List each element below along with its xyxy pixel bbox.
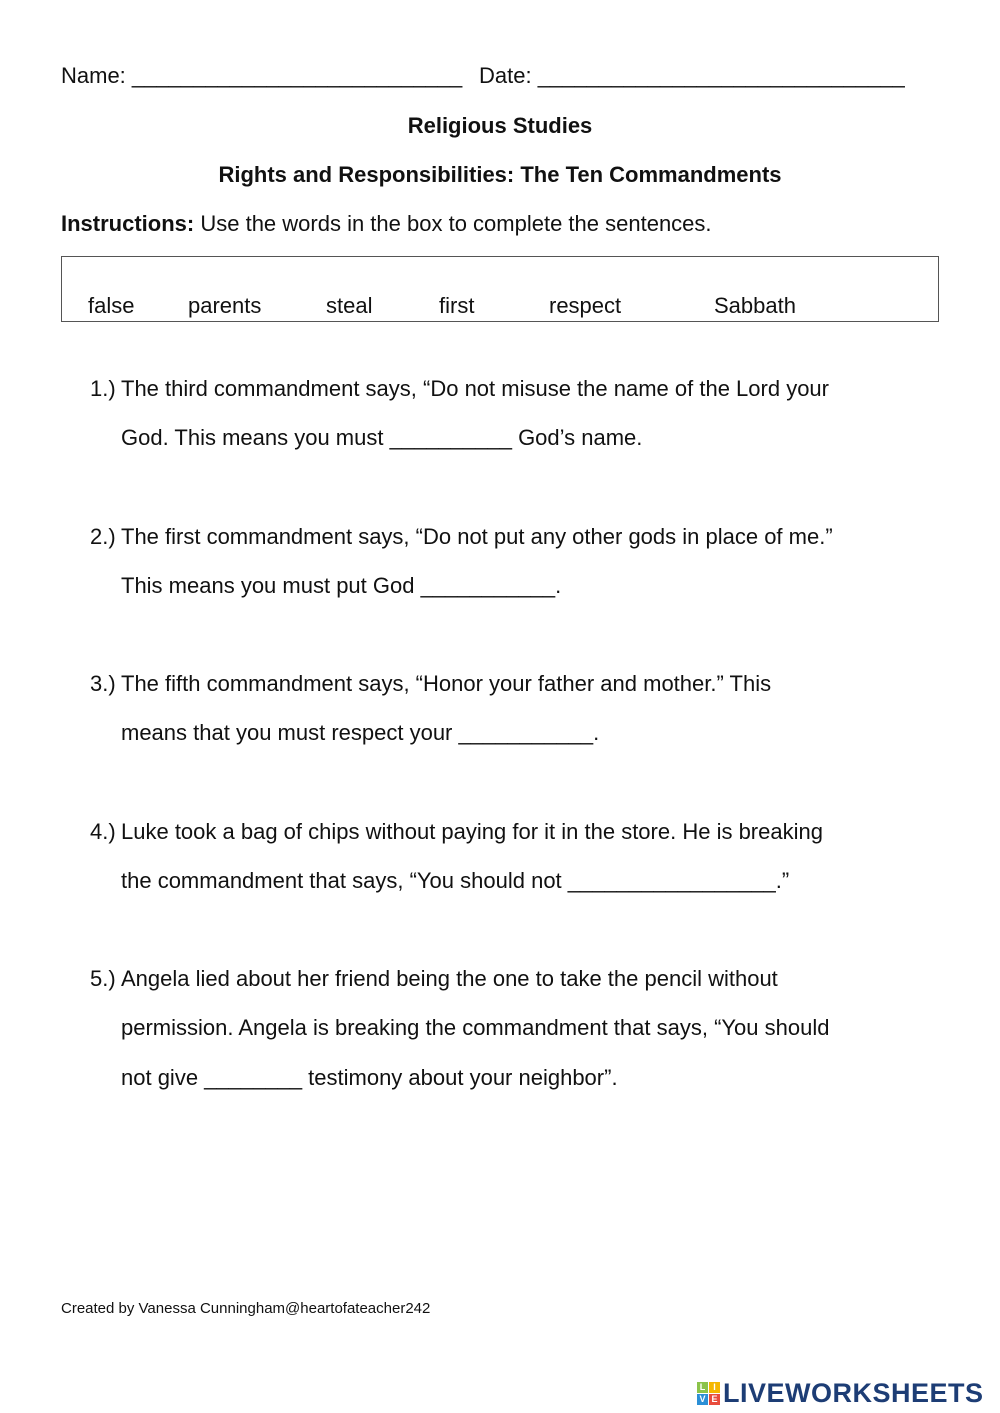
question-number: 3.) bbox=[90, 671, 116, 696]
badge-letter: V bbox=[697, 1394, 708, 1405]
word-bank-item: Sabbath bbox=[714, 293, 796, 318]
badge-letter: I bbox=[709, 1382, 720, 1393]
badge-letter: L bbox=[697, 1382, 708, 1393]
instructions-label: Instructions: bbox=[61, 211, 195, 236]
badge-letter: E bbox=[709, 1394, 720, 1405]
question-line: Angela lied about her friend being the one to take the pencil without bbox=[121, 966, 778, 991]
question-line[interactable]: God. This means you must __________ God’s name. bbox=[121, 425, 643, 450]
word-bank-item: steal bbox=[326, 293, 373, 318]
instructions-text: Use the words in the box to complete the sentences. bbox=[194, 211, 712, 236]
question-line: The third commandment says, “Do not misuse the name of the Lord your bbox=[121, 376, 829, 401]
question-line: Luke took a bag of chips without paying for it in the store. He is breaking bbox=[121, 819, 823, 844]
question-number: 2.) bbox=[90, 524, 116, 549]
question-line[interactable]: means that you must respect your ___________. bbox=[121, 720, 600, 745]
logo-text: LIVEWORKSHEETS bbox=[723, 1378, 984, 1408]
question-number: 5.) bbox=[90, 966, 116, 991]
question-line: The fifth commandment says, “Honor your father and mother.” This bbox=[121, 671, 772, 696]
live-badge-icon bbox=[697, 1382, 720, 1405]
question-line[interactable]: the commandment that says, “You should not _________________.” bbox=[121, 868, 790, 893]
worksheet-title: Rights and Responsibilities: The Ten Commandments bbox=[218, 162, 782, 187]
word-bank-item: respect bbox=[549, 293, 622, 318]
author-credit: Created by Vanessa Cunningham@heartofateacher242 bbox=[61, 1300, 431, 1317]
word-bank-box bbox=[61, 256, 939, 322]
word-bank-item: first bbox=[439, 293, 475, 318]
liveworksheets-logo bbox=[697, 1378, 984, 1409]
question-number: 1.) bbox=[90, 376, 116, 401]
question-line[interactable]: not give ________ testimony about your neighbor”. bbox=[121, 1065, 618, 1090]
subject-heading: Religious Studies bbox=[407, 113, 593, 138]
question-line[interactable]: This means you must put God ___________. bbox=[121, 573, 562, 598]
instructions bbox=[61, 211, 712, 237]
word-bank-item: false bbox=[88, 293, 135, 318]
question-line: permission. Angela is breaking the commandment that says, “You should bbox=[121, 1015, 830, 1040]
question-line: The first commandment says, “Do not put any other gods in place of me.” bbox=[121, 524, 833, 549]
name-field[interactable]: Name: ___________________________ bbox=[61, 63, 463, 88]
word-bank-item: parents bbox=[188, 293, 262, 318]
question-number: 4.) bbox=[90, 819, 116, 844]
date-field[interactable]: Date: ______________________________ bbox=[479, 63, 905, 88]
